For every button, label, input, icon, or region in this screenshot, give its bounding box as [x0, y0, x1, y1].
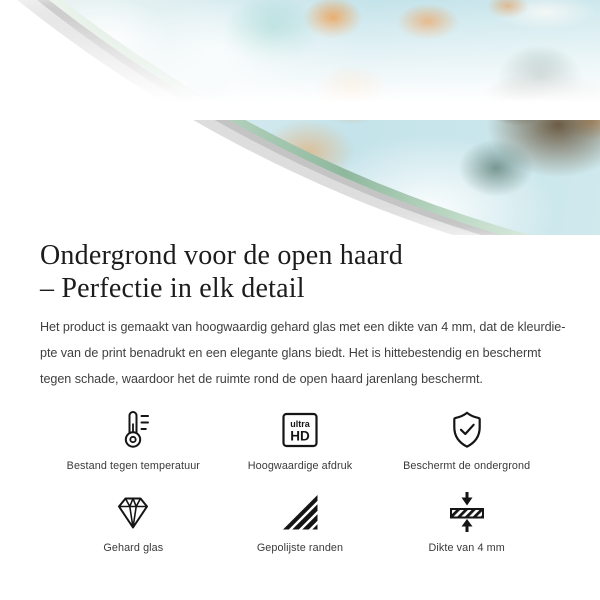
page-title-line2: – Perfectie in elk detail: [40, 273, 305, 304]
compression-icon: [445, 490, 489, 534]
feature-label: Dikte van 4 mm: [428, 542, 505, 554]
image-fade-overlay: [0, 0, 600, 120]
feature-protection: [383, 408, 550, 473]
paragraph-line: Het product is gemaakt van hoogwaardig gehard glas met een dikte van 4 mm, dat de kleurdie-: [40, 320, 566, 334]
diamond-icon: [111, 490, 155, 534]
product-image: [0, 0, 600, 235]
description-section: [0, 239, 600, 555]
feature-label: Bestand tegen temperatuur: [66, 460, 200, 472]
features-grid: [50, 408, 550, 555]
feature-polished-edges: [217, 490, 384, 555]
paragraph-line: tegen schade, waardoor het de ruimte rond de open haard jarenlang beschermt.: [40, 372, 483, 386]
feature-label: Gepolijste randen: [256, 542, 344, 554]
svg-text:HD: HD: [290, 428, 310, 444]
shield-check-icon: [445, 408, 489, 452]
feature-label: Hoogwaardige afdruk: [247, 460, 353, 472]
feature-tempered-glass: [50, 490, 217, 555]
thermometer-icon: [111, 408, 155, 452]
feature-label: Gehard glas: [103, 542, 164, 554]
intro-paragraph: [40, 314, 566, 392]
svg-text:ultra: ultra: [290, 419, 310, 429]
page-title: [40, 239, 560, 305]
paragraph-line: pte van de print benadrukt en een elegante glans biedt. Het is hittebestendig en beschermt: [40, 346, 541, 360]
ultra-hd-icon: [278, 408, 322, 452]
feature-print-quality: [217, 408, 384, 473]
feature-thickness: [383, 490, 550, 555]
polished-edges-icon: [278, 490, 322, 534]
feature-label: Beschermt de ondergrond: [403, 460, 531, 472]
feature-temperature: [50, 408, 217, 473]
page-title-line1: Ondergrond voor de open haard: [40, 240, 403, 271]
